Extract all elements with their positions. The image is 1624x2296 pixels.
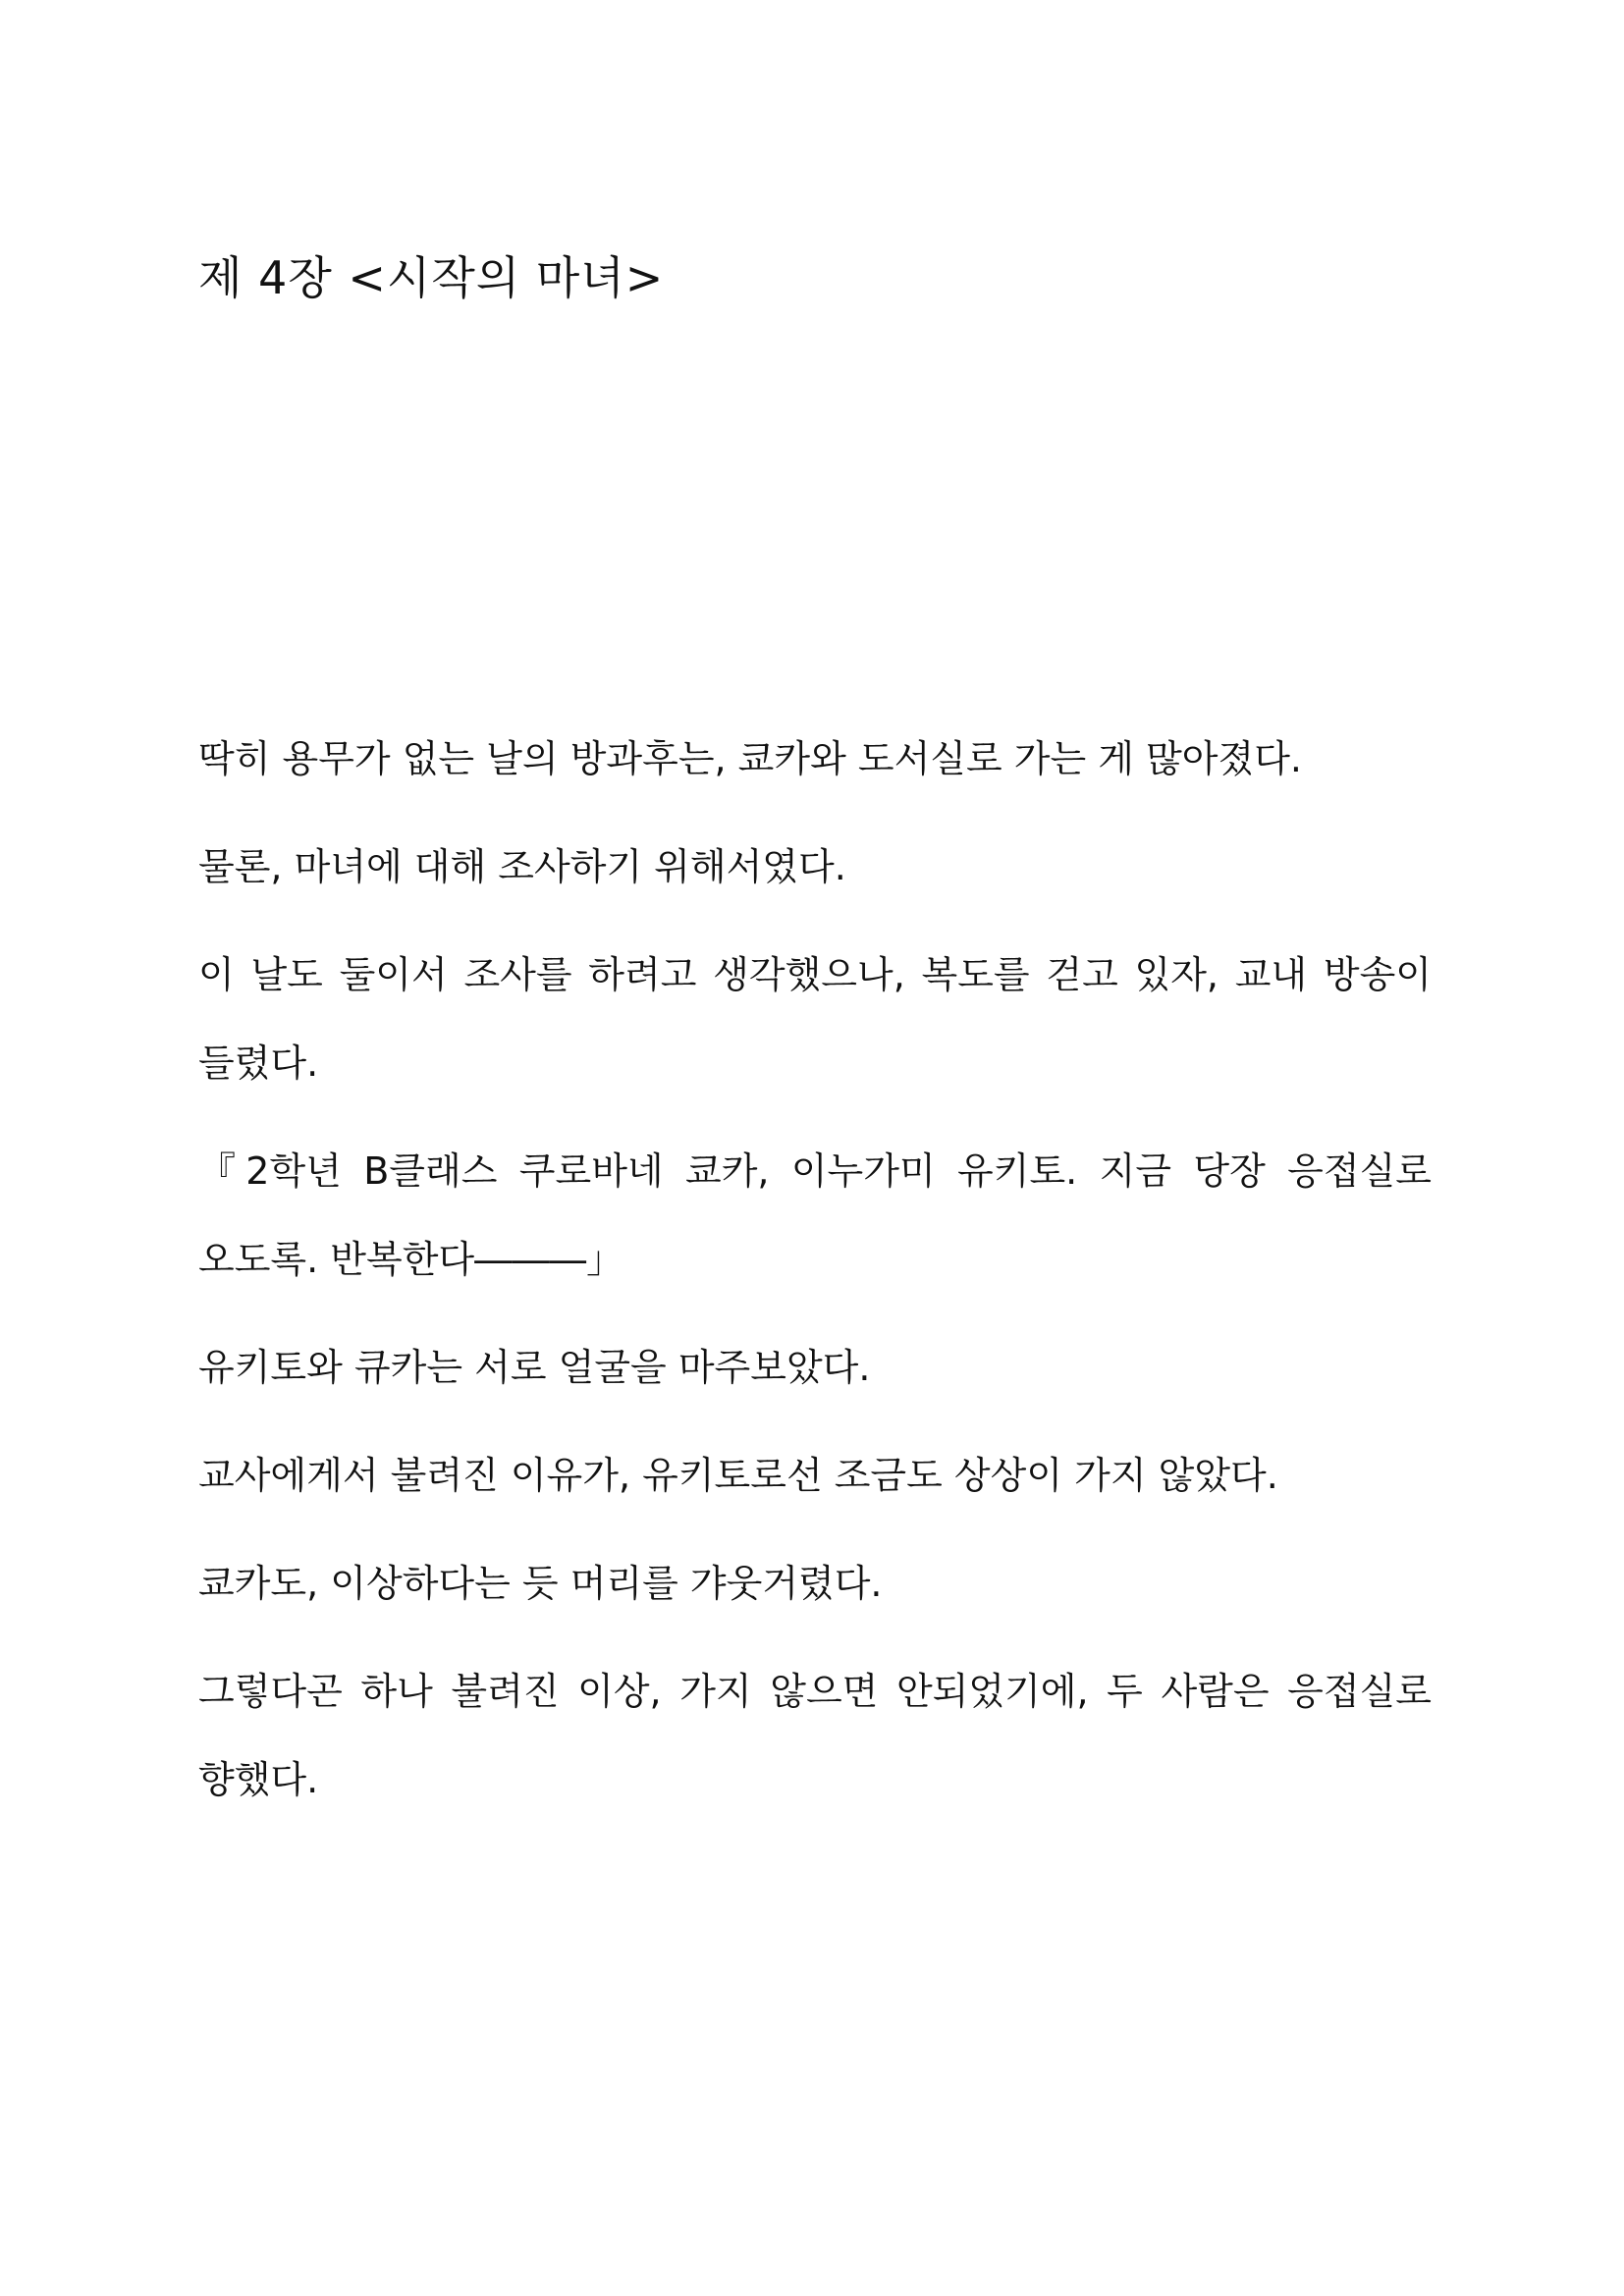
paragraph-8: 그렇다곤 하나 불려진 이상, 가지 않으면 안되었기에, 두 사람은 응접실로 향했다. [198, 1670, 1432, 1801]
paragraph-1: 딱히 용무가 없는 날의 방과후는, 쿄카와 도서실로 가는 게 많아졌다. [198, 737, 1302, 780]
paragraph-6: 교사에게서 불려진 이유가, 유키토로선 조금도 상상이 가지 않았다. [198, 1454, 1278, 1497]
paragraph-3: 이 날도 둘이서 조사를 하려고 생각했으나, 복도를 걷고 있자, 교내 방송이 들렸다. [198, 953, 1432, 1085]
chapter-title: 제 4장 <시작의 마녀> [198, 251, 665, 304]
paragraph-4: 『2학년 B클래스 쿠로바네 쿄카, 이누가미 유키토. 지금 당장 응접실로 오도록. 반복한다―――」 [198, 1149, 1432, 1281]
paragraph-5: 유키토와 큐카는 서로 얼굴을 마주보았다. [198, 1346, 871, 1389]
paragraph-7: 쿄카도, 이상하다는 듯 머리를 갸웃거렸다. [198, 1562, 883, 1605]
paragraph-2: 물론, 마녀에 대해 조사하기 위해서였다. [198, 845, 846, 888]
body-text [198, 715, 1432, 1843]
